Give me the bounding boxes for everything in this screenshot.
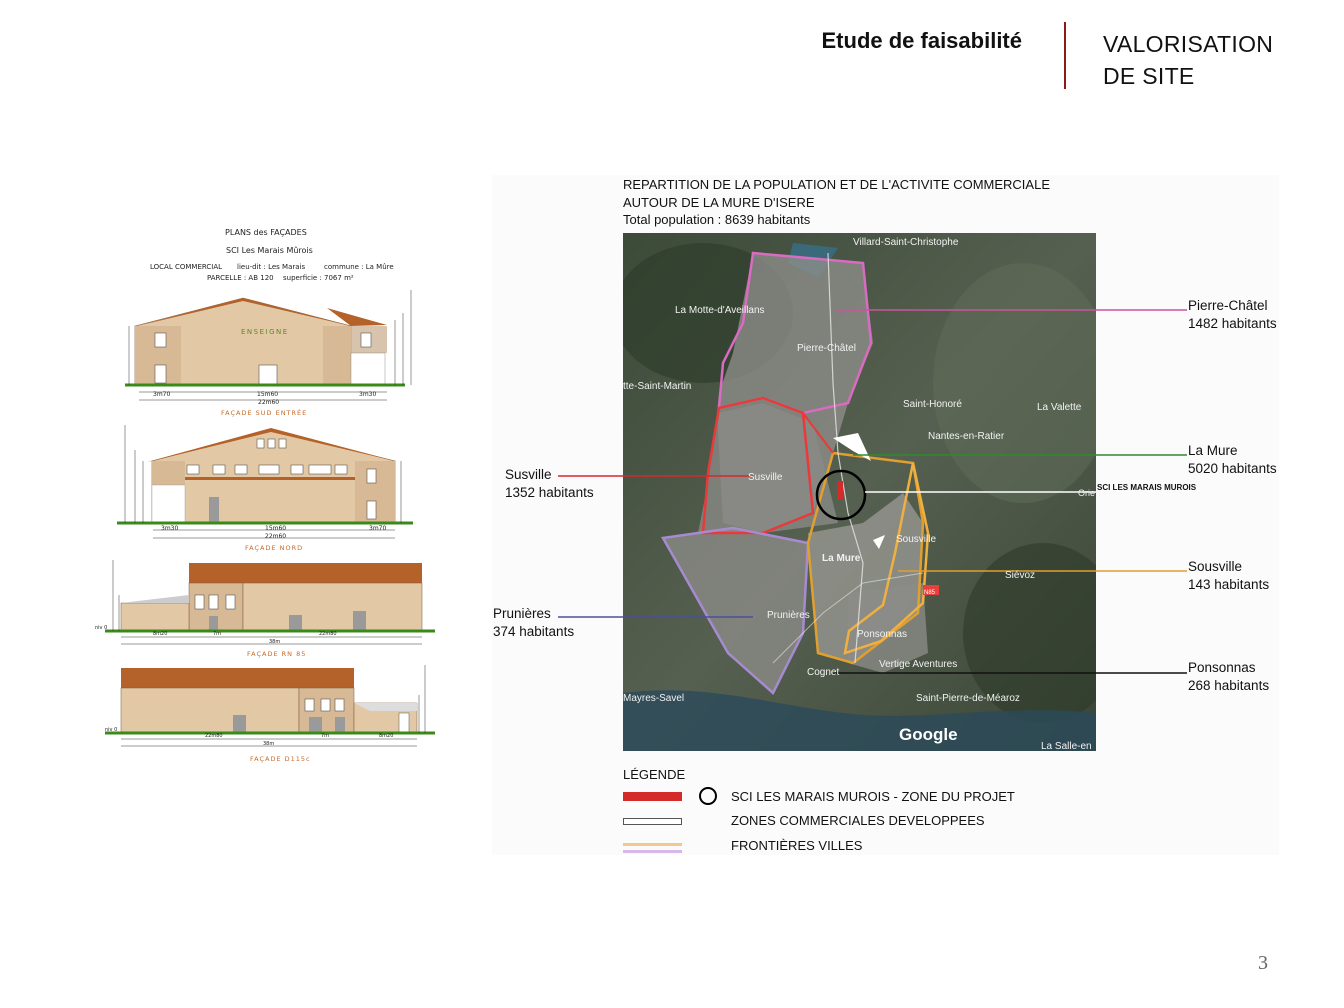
- callout-pop: 1482 habitants: [1188, 316, 1277, 331]
- facade-nord-drawing: [117, 425, 413, 538]
- legend-swatch-borders-b: [623, 850, 682, 853]
- legend-item-project: SCI LES MARAIS MUROIS - ZONE DU PROJET: [731, 789, 1015, 804]
- legend-item-commercial: ZONES COMMERCIALES DEVELOPPEES: [731, 813, 985, 828]
- callout-pop: 143 habitants: [1188, 577, 1270, 592]
- project-label: SCI LES MARAIS MUROIS: [1097, 483, 1197, 492]
- callout-name: Ponsonnas: [1188, 660, 1256, 675]
- dim-nord-total: 22m60: [265, 533, 287, 540]
- place-la-mure: La Mure: [822, 553, 861, 564]
- dim-sud-2: 15m60: [257, 391, 279, 398]
- map-title-line2: AUTOUR DE LA MURE D'ISERE: [623, 195, 815, 210]
- facades-subtitle: SCI Les Marais Mûrois: [226, 246, 313, 255]
- dim-d115c-total: 38m: [263, 741, 275, 747]
- place-saint-pierre-de-mearoz: Saint-Pierre-de-Méaroz: [916, 693, 1020, 704]
- page-number: 3: [1258, 952, 1268, 974]
- callout-sousville: [1188, 558, 1269, 594]
- map-total-population: Total population : 8639 habitants: [623, 212, 811, 227]
- header-section-title: [1103, 28, 1273, 92]
- place-sievoz: Siévoz: [1005, 570, 1036, 581]
- facades-info-superficie: superficie : 7067 m²: [283, 274, 354, 282]
- facades-plans: [95, 225, 445, 770]
- dim-d115c-2: 7m: [321, 733, 330, 739]
- header-section-line2: DE SITE: [1103, 63, 1195, 89]
- callout-name: Pierre-Châtel: [1188, 298, 1268, 313]
- level-rn85: niv 0: [95, 625, 108, 631]
- place-cognet: Cognet: [807, 667, 840, 678]
- dim-d115c-1: 22m80: [205, 733, 223, 739]
- callout-name: Prunières: [493, 606, 551, 621]
- place-susville: Susville: [748, 472, 783, 483]
- callout-pop: 268 habitants: [1188, 678, 1270, 693]
- dim-sud-total: 22m60: [258, 399, 280, 406]
- place-la-motte: La Motte-d'Aveillans: [675, 305, 765, 316]
- callout-pop: 1352 habitants: [505, 485, 594, 500]
- callout-name: Susville: [505, 467, 552, 482]
- facade-sign-text: ENSEIGNE: [241, 328, 289, 336]
- header-section-line1: VALORISATION: [1103, 31, 1274, 57]
- dim-rn85-1: 8m20: [153, 631, 168, 637]
- satellite-map: [623, 233, 1096, 751]
- road-n85: N85: [924, 590, 936, 596]
- facades-info-parcelle: PARCELLE : AB 120: [207, 274, 274, 282]
- legend-swatch-project: [623, 792, 682, 801]
- place-nantes-en-ratier: Nantes-en-Ratier: [928, 431, 1005, 442]
- place-prunieres: Prunières: [767, 610, 810, 621]
- map-title-line1: REPARTITION DE LA POPULATION ET DE L'ACTIVITE COMMERCIALE: [623, 177, 1050, 192]
- place-la-valette: La Valette: [1037, 402, 1082, 413]
- callout-la-mure: [1188, 442, 1277, 478]
- callout-prunieres: [493, 605, 574, 641]
- header-title: Etude de faisabilité: [821, 28, 1022, 53]
- caption-facade-sud: FAÇADE SUD ENTRÉE: [221, 409, 308, 417]
- callout-pierre-chatel: [1188, 297, 1277, 333]
- place-saint-honore: Saint-Honoré: [903, 399, 962, 410]
- facades-info-commune: commune : La Mûre: [324, 263, 394, 271]
- place-ponsonnas: Ponsonnas: [857, 629, 908, 640]
- place-vertige-aventures: Vertige Aventures: [879, 659, 958, 670]
- dim-rn85-total: 38m: [269, 639, 281, 645]
- dim-nord-3: 3m70: [369, 525, 387, 532]
- google-watermark: Google: [899, 725, 958, 744]
- dim-d115c-3: 8m20: [379, 733, 394, 739]
- place-pierre-chatel: Pierre-Châtel: [797, 343, 856, 354]
- legend-title: LÉGENDE: [623, 767, 686, 782]
- facades-title: PLANS des FAÇADES: [225, 228, 307, 237]
- place-la-salle-en: La Salle-en: [1041, 741, 1092, 751]
- caption-facade-d115c: FAÇADE D115c: [250, 755, 311, 763]
- place-saint-martin: tte-Saint-Martin: [623, 381, 692, 392]
- legend-swatch-borders-a: [623, 843, 682, 846]
- dim-nord-2: 15m60: [265, 525, 287, 532]
- place-villard: Villard-Saint-Christophe: [853, 237, 959, 248]
- place-orie: Orie: [1078, 488, 1096, 498]
- header-separator: [1064, 22, 1066, 89]
- facades-info-local: LOCAL COMMERCIAL: [150, 263, 223, 271]
- place-sousville: Sousville: [896, 534, 937, 545]
- level-d115c: niv 0: [105, 727, 118, 733]
- callout-pop: 374 habitants: [493, 624, 575, 639]
- dim-rn85-3: 22m80: [319, 631, 337, 637]
- facades-info-lieu: lieu-dit : Les Marais: [237, 263, 306, 271]
- callout-name: Sousville: [1188, 559, 1243, 574]
- caption-facade-nord: FAÇADE NORD: [245, 544, 304, 552]
- callout-pop: 5020 habitants: [1188, 461, 1277, 476]
- dim-sud-3: 3m30: [359, 391, 377, 398]
- legend-circle-icon: [699, 787, 717, 805]
- facades-drawings: [95, 225, 445, 770]
- callout-name: La Mure: [1188, 443, 1238, 458]
- dim-rn85-2: 7m: [213, 631, 222, 637]
- facade-sud-drawing: [125, 290, 411, 400]
- population-map-panel: [492, 175, 1279, 855]
- callout-ponsonnas: [1188, 659, 1269, 695]
- legend-swatch-commercial: [623, 818, 682, 825]
- legend-item-borders: FRONTIÈRES VILLES: [731, 838, 863, 853]
- dim-nord-1: 3m30: [161, 525, 179, 532]
- dim-sud-1: 3m70: [153, 391, 171, 398]
- caption-facade-rn85: FAÇADE RN 85: [247, 650, 307, 658]
- callout-susville: [505, 466, 594, 502]
- place-mayres-savel: Mayres-Savel: [623, 693, 685, 704]
